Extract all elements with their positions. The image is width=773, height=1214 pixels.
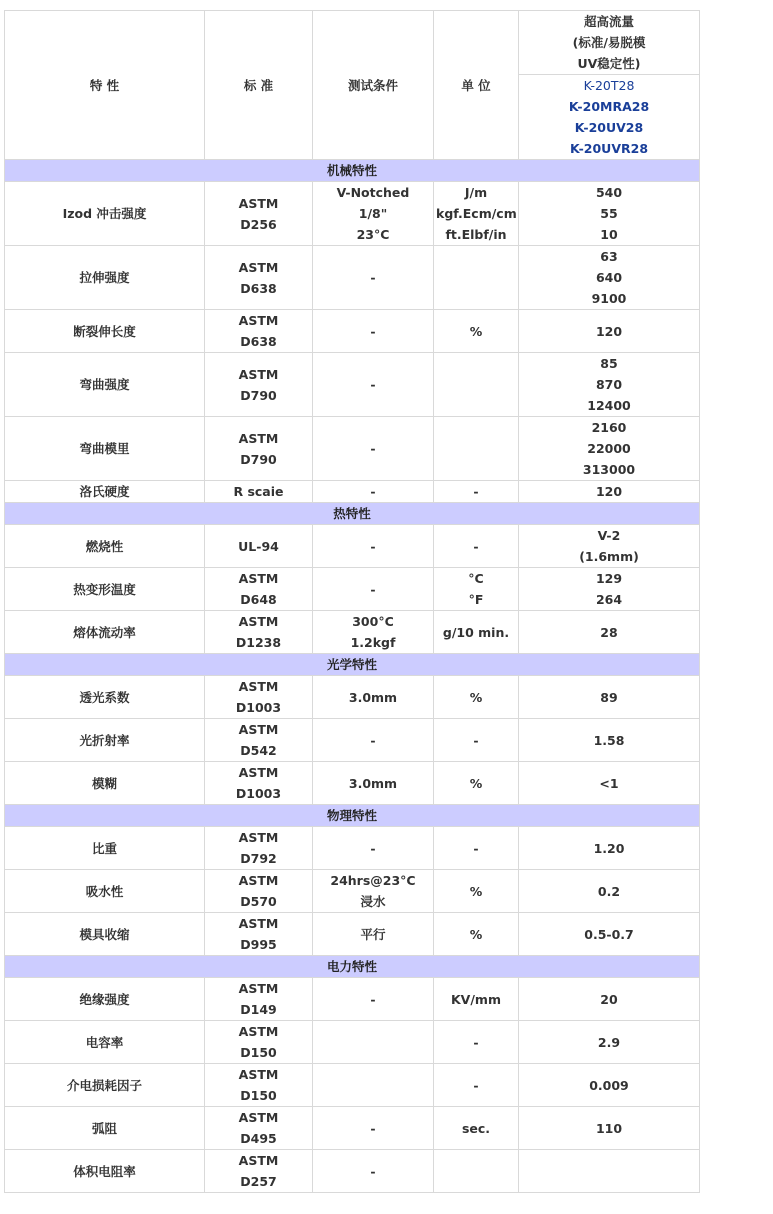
standard-cell-line: D792 — [240, 851, 277, 866]
section-title: 电力特性 — [5, 956, 700, 978]
condition-cell-line: 3.0mm — [348, 689, 398, 705]
unit-cell — [434, 1021, 519, 1064]
standard-cell-line: D149 — [240, 1002, 277, 1017]
unit-cell — [434, 978, 519, 1021]
standard-cell — [205, 417, 313, 481]
condition-cell-line: 23°C — [356, 227, 390, 242]
value-cell-line: (1.6mm) — [579, 549, 639, 564]
standard-cell-line: D495 — [240, 1131, 277, 1146]
unit-cell — [434, 719, 519, 762]
condition-cell-line: - — [370, 1120, 376, 1136]
model-name: K-20UVR28 — [569, 141, 649, 156]
properties-table — [4, 10, 700, 1193]
value-cell-line: 9100 — [591, 291, 627, 306]
value-cell-line: 0.2 — [597, 883, 621, 899]
standard-cell-line: ASTM — [238, 1110, 279, 1125]
standard-cell-line: D1003 — [235, 700, 282, 715]
table-row — [5, 978, 700, 1021]
unit-cell-line: kgf.Ecm/cm — [436, 206, 517, 221]
table-row — [5, 568, 700, 611]
grade-title-line: 超高流量 — [583, 14, 634, 29]
value-cell-line: 1.58 — [593, 732, 625, 748]
condition-cell-line: - — [370, 538, 376, 554]
unit-cell-line: J/m — [464, 185, 488, 200]
condition-cell — [313, 913, 434, 956]
value-cell — [519, 827, 700, 870]
value-cell — [519, 1107, 700, 1150]
property-cell: 介电损耗因子 — [5, 1064, 205, 1107]
condition-cell — [313, 525, 434, 568]
condition-cell-line: 1/8" — [358, 206, 388, 221]
table-row — [5, 353, 700, 417]
unit-cell — [434, 1107, 519, 1150]
value-cell — [519, 568, 700, 611]
property-cell: 洛氏硬度 — [5, 481, 205, 503]
property-cell: 光折射率 — [5, 719, 205, 762]
section-title: 热特性 — [5, 503, 700, 525]
value-cell — [519, 1150, 700, 1193]
unit-cell-line: ft.Elbf/in — [445, 227, 507, 242]
unit-cell — [434, 568, 519, 611]
standard-cell-line: ASTM — [238, 1067, 279, 1082]
value-cell — [519, 611, 700, 654]
value-cell-line: 264 — [595, 592, 623, 607]
condition-cell — [313, 246, 434, 310]
unit-cell — [434, 353, 519, 417]
standard-cell-line: ASTM — [238, 614, 279, 629]
condition-cell — [313, 310, 434, 353]
unit-cell — [434, 246, 519, 310]
condition-cell — [313, 417, 434, 481]
condition-cell — [313, 1150, 434, 1193]
condition-cell-line: 1.2kgf — [350, 635, 396, 650]
model-name: K-20MRA28 — [568, 99, 650, 114]
standard-cell-line: ASTM — [238, 571, 279, 586]
header-models — [519, 75, 700, 160]
model-name: K-20T28 — [583, 78, 635, 93]
value-cell-line: 129 — [595, 571, 623, 586]
unit-cell — [434, 762, 519, 805]
table-row — [5, 1064, 700, 1107]
unit-cell-line: °F — [468, 592, 484, 607]
property-cell: 透光系数 — [5, 676, 205, 719]
property-cell: 比重 — [5, 827, 205, 870]
section-title: 物理特性 — [5, 805, 700, 827]
value-cell-line: 640 — [595, 270, 623, 285]
header-unit: 单 位 — [434, 11, 519, 160]
table-row — [5, 1150, 700, 1193]
standard-cell — [205, 611, 313, 654]
standard-cell-line: D790 — [240, 387, 277, 403]
value-cell-line: 540 — [595, 185, 623, 200]
standard-cell-line: ASTM — [238, 366, 279, 382]
standard-cell — [205, 525, 313, 568]
value-cell-line: 313000 — [582, 462, 636, 477]
property-cell: 拉伸强度 — [5, 246, 205, 310]
unit-cell — [434, 1064, 519, 1107]
standard-cell — [205, 1021, 313, 1064]
value-cell — [519, 913, 700, 956]
table-row — [5, 762, 700, 805]
table-row — [5, 870, 700, 913]
value-cell-line: 20 — [600, 991, 618, 1007]
value-cell-line: 63 — [600, 249, 618, 264]
value-cell — [519, 182, 700, 246]
section-header-row — [5, 503, 700, 525]
condition-cell — [313, 1064, 434, 1107]
standard-cell-line: ASTM — [238, 830, 279, 845]
condition-cell-line: 平行 — [360, 926, 386, 942]
property-cell: 模具收缩 — [5, 913, 205, 956]
unit-cell — [434, 182, 519, 246]
unit-cell-line: °C — [468, 571, 484, 586]
table-row — [5, 827, 700, 870]
value-cell — [519, 310, 700, 353]
standard-cell — [205, 870, 313, 913]
value-cell-line: 10 — [600, 227, 618, 242]
standard-cell-line: ASTM — [238, 313, 279, 328]
table-row — [5, 525, 700, 568]
standard-cell — [205, 568, 313, 611]
table-row — [5, 1107, 700, 1150]
condition-cell — [313, 182, 434, 246]
condition-cell-line: 24hrs@23°C — [330, 873, 416, 888]
value-cell — [519, 719, 700, 762]
condition-cell-line: 浸水 — [360, 894, 386, 909]
value-cell-line: 120 — [595, 323, 623, 339]
section-header-row — [5, 956, 700, 978]
section-header-row — [5, 654, 700, 676]
standard-cell-line: ASTM — [238, 1024, 279, 1039]
table-row — [5, 417, 700, 481]
properties-table-body — [5, 11, 700, 1193]
unit-cell-line: - — [473, 484, 479, 499]
condition-cell — [313, 353, 434, 417]
standard-cell-line: D995 — [240, 937, 277, 952]
standard-cell-line: ASTM — [238, 195, 279, 211]
value-cell-line: 55 — [600, 206, 618, 221]
header-standard: 标 准 — [205, 11, 313, 160]
unit-cell — [434, 827, 519, 870]
section-header-row — [5, 805, 700, 827]
value-cell — [519, 1021, 700, 1064]
standard-cell-line: ASTM — [238, 916, 279, 931]
unit-cell-line: - — [473, 1077, 479, 1093]
table-row — [5, 182, 700, 246]
value-cell-line: 2160 — [591, 420, 627, 435]
value-cell-line: 0.009 — [589, 1077, 629, 1093]
condition-cell — [313, 568, 434, 611]
property-cell: 弯曲强度 — [5, 353, 205, 417]
value-cell-line: 12400 — [587, 398, 631, 413]
standard-cell-line: D1003 — [235, 786, 282, 801]
unit-cell-line: g/10 min. — [442, 624, 510, 640]
standard-cell-line: UL-94 — [238, 538, 279, 554]
unit-cell-line: - — [473, 538, 479, 554]
unit-cell — [434, 611, 519, 654]
unit-cell — [434, 310, 519, 353]
standard-cell — [205, 913, 313, 956]
standard-cell — [205, 978, 313, 1021]
unit-cell-line: % — [469, 775, 483, 791]
header-row — [5, 11, 700, 75]
standard-cell — [205, 762, 313, 805]
value-cell-line: 0.5-0.7 — [584, 926, 634, 942]
standard-cell-line: ASTM — [238, 981, 279, 996]
value-cell-line: 85 — [600, 356, 618, 371]
unit-cell — [434, 481, 519, 503]
table-row — [5, 676, 700, 719]
grade-title-line: (标准/易脱模 — [572, 35, 646, 50]
condition-cell-line: 3.0mm — [348, 775, 398, 791]
value-cell-line: 28 — [600, 624, 618, 640]
value-cell — [519, 525, 700, 568]
condition-cell-line: - — [370, 840, 376, 856]
standard-cell-line: ASTM — [238, 430, 279, 446]
property-cell: 体积电阻率 — [5, 1150, 205, 1193]
value-cell-line: V-2 — [597, 528, 621, 543]
standard-cell-line: D570 — [240, 894, 277, 909]
property-cell: 热变形温度 — [5, 568, 205, 611]
condition-cell-line: - — [370, 441, 376, 456]
condition-cell — [313, 1021, 434, 1064]
standard-cell — [205, 827, 313, 870]
property-cell: Izod 冲击强度 — [5, 182, 205, 246]
value-cell-line: <1 — [599, 775, 619, 791]
standard-cell — [205, 353, 313, 417]
unit-cell-line: % — [469, 323, 483, 339]
table-row — [5, 1021, 700, 1064]
condition-cell — [313, 611, 434, 654]
standard-cell-line: D648 — [240, 592, 277, 607]
property-cell: 电容率 — [5, 1021, 205, 1064]
section-title: 光学特性 — [5, 654, 700, 676]
value-cell-line: 1.20 — [593, 840, 625, 856]
value-cell-line: 22000 — [587, 441, 631, 456]
value-cell-line: 2.9 — [597, 1034, 621, 1050]
standard-cell — [205, 481, 313, 503]
condition-cell — [313, 870, 434, 913]
standard-cell — [205, 1150, 313, 1193]
unit-cell — [434, 1150, 519, 1193]
property-cell: 弧阻 — [5, 1107, 205, 1150]
condition-cell-line: - — [370, 991, 376, 1007]
header-condition: 测试条件 — [313, 11, 434, 160]
standard-cell — [205, 310, 313, 353]
table-row — [5, 913, 700, 956]
condition-cell-line: - — [370, 484, 376, 499]
unit-cell-line: % — [469, 926, 483, 942]
standard-cell-line: D638 — [240, 280, 277, 296]
standard-cell — [205, 719, 313, 762]
table-row — [5, 719, 700, 762]
standard-cell-line: R scaie — [233, 484, 284, 499]
property-cell: 绝缘强度 — [5, 978, 205, 1021]
value-cell — [519, 978, 700, 1021]
standard-cell-line: ASTM — [238, 765, 279, 780]
table-row — [5, 246, 700, 310]
unit-cell — [434, 870, 519, 913]
standard-cell — [205, 1064, 313, 1107]
condition-cell-line: V-Notched — [336, 185, 410, 200]
value-cell — [519, 481, 700, 503]
condition-cell — [313, 481, 434, 503]
condition-cell-line: - — [370, 732, 376, 748]
standard-cell-line: D256 — [240, 216, 277, 232]
standard-cell-line: D790 — [240, 451, 277, 467]
condition-cell-line: - — [370, 1163, 376, 1179]
standard-cell-line: ASTM — [238, 679, 279, 694]
standard-cell-line: D542 — [240, 743, 277, 758]
condition-cell — [313, 762, 434, 805]
table-row — [5, 611, 700, 654]
property-cell: 燃烧性 — [5, 525, 205, 568]
standard-cell — [205, 182, 313, 246]
condition-cell-line: 300°C — [352, 614, 394, 629]
standard-cell-line: D150 — [240, 1088, 277, 1103]
condition-cell-line: - — [370, 270, 376, 285]
unit-cell-line: - — [473, 1034, 479, 1050]
value-cell — [519, 762, 700, 805]
value-cell — [519, 1064, 700, 1107]
value-cell — [519, 676, 700, 719]
model-name: K-20UV28 — [574, 120, 644, 135]
standard-cell-line: D638 — [240, 334, 277, 349]
property-cell: 断裂伸长度 — [5, 310, 205, 353]
standard-cell — [205, 1107, 313, 1150]
standard-cell-line: D1238 — [235, 635, 282, 650]
header-grade-title — [519, 11, 700, 75]
condition-cell-line: - — [370, 581, 376, 597]
property-cell: 模糊 — [5, 762, 205, 805]
unit-cell-line: sec. — [461, 1120, 491, 1136]
standard-cell-line: ASTM — [238, 259, 279, 275]
condition-cell — [313, 719, 434, 762]
condition-cell — [313, 676, 434, 719]
standard-cell-line: ASTM — [238, 1153, 279, 1168]
standard-cell — [205, 676, 313, 719]
standard-cell-line: ASTM — [238, 722, 279, 737]
unit-cell-line: % — [469, 689, 483, 705]
value-cell — [519, 353, 700, 417]
condition-cell-line: - — [370, 323, 376, 339]
unit-cell-line: - — [473, 732, 479, 748]
unit-cell — [434, 525, 519, 568]
condition-cell — [313, 1107, 434, 1150]
section-header-row — [5, 160, 700, 182]
section-title: 机械特性 — [5, 160, 700, 182]
value-cell — [519, 246, 700, 310]
standard-cell-line: D150 — [240, 1045, 277, 1060]
property-cell: 熔体流动率 — [5, 611, 205, 654]
table-row — [5, 481, 700, 503]
property-cell: 弯曲模里 — [5, 417, 205, 481]
grade-title-line: UV稳定性) — [577, 56, 641, 71]
unit-cell — [434, 417, 519, 481]
value-cell — [519, 417, 700, 481]
value-cell-line: 110 — [595, 1120, 623, 1136]
unit-cell — [434, 676, 519, 719]
standard-cell-line: ASTM — [238, 873, 279, 888]
value-cell-line: 870 — [595, 377, 623, 392]
value-cell-line: 89 — [600, 689, 618, 705]
standard-cell — [205, 246, 313, 310]
property-cell: 吸水性 — [5, 870, 205, 913]
condition-cell-line: - — [370, 377, 376, 392]
table-row — [5, 310, 700, 353]
standard-cell-line: D257 — [240, 1174, 277, 1189]
value-cell — [519, 870, 700, 913]
value-cell-line: 120 — [595, 484, 623, 499]
unit-cell — [434, 913, 519, 956]
header-property: 特 性 — [5, 11, 205, 160]
condition-cell — [313, 978, 434, 1021]
unit-cell-line: % — [469, 883, 483, 899]
unit-cell-line: - — [473, 840, 479, 856]
unit-cell-line: KV/mm — [451, 991, 501, 1007]
condition-cell — [313, 827, 434, 870]
